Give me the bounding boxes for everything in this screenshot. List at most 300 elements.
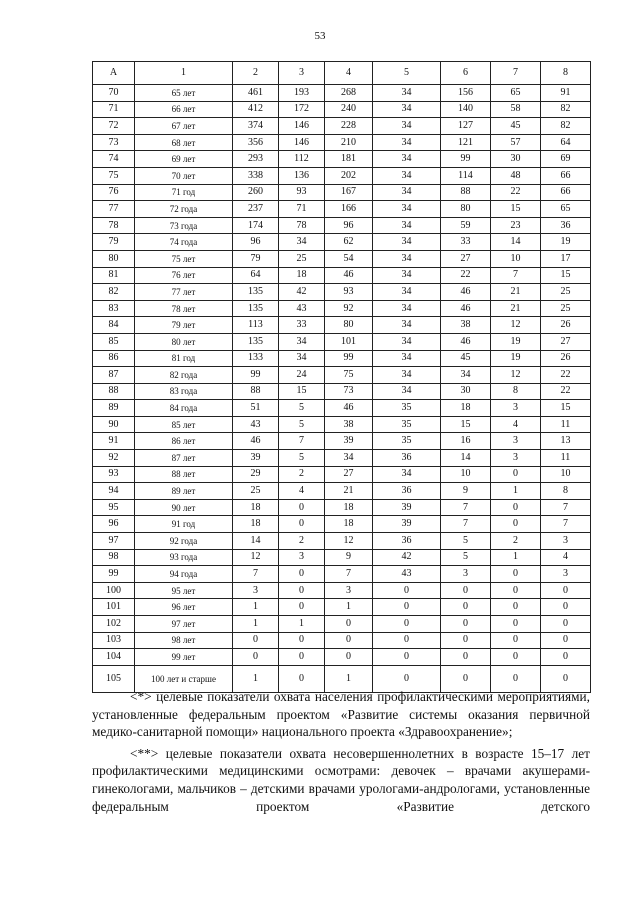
- value-cell: 1: [491, 483, 541, 500]
- value-cell: 0: [491, 599, 541, 616]
- value-cell: 0: [373, 665, 441, 692]
- value-cell: 0: [279, 582, 325, 599]
- value-cell: 202: [325, 167, 373, 184]
- value-cell: 1: [325, 599, 373, 616]
- value-cell: 33: [441, 234, 491, 251]
- value-cell: 0: [541, 616, 591, 633]
- footnote-1: <*> целевые показатели охвата населения профилактическими мероприятиями, установленные федеральным проектом «Развитие системы оказания первичной медико-санитарной помощи» национального проекта «Здравоохранение»;: [92, 689, 590, 740]
- row-number-cell: 82: [93, 284, 135, 301]
- row-number-cell: 72: [93, 118, 135, 135]
- table-row: [93, 616, 591, 633]
- value-cell: 0: [279, 516, 325, 533]
- value-cell: 0: [373, 649, 441, 666]
- value-cell: 4: [541, 549, 591, 566]
- value-cell: 34: [373, 201, 441, 218]
- value-cell: 36: [373, 483, 441, 500]
- value-cell: 7: [491, 267, 541, 284]
- value-cell: 34: [373, 217, 441, 234]
- value-cell: 5: [441, 533, 491, 550]
- row-number-cell: 75: [93, 167, 135, 184]
- value-cell: 0: [441, 599, 491, 616]
- value-cell: 33: [279, 317, 325, 334]
- value-cell: 88: [441, 184, 491, 201]
- value-cell: 64: [541, 134, 591, 151]
- value-cell: 10: [491, 250, 541, 267]
- value-cell: 0: [441, 632, 491, 649]
- value-cell: 0: [491, 665, 541, 692]
- value-cell: 8: [541, 483, 591, 500]
- value-cell: 25: [279, 250, 325, 267]
- value-cell: 210: [325, 134, 373, 151]
- value-cell: 10: [541, 466, 591, 483]
- column-header: 3: [279, 62, 325, 85]
- value-cell: 82: [541, 118, 591, 135]
- age-cell: 80 лет: [135, 333, 233, 350]
- value-cell: 174: [233, 217, 279, 234]
- value-cell: 5: [279, 450, 325, 467]
- value-cell: 64: [233, 267, 279, 284]
- value-cell: 91: [541, 85, 591, 102]
- value-cell: 35: [373, 433, 441, 450]
- value-cell: 34: [373, 267, 441, 284]
- age-cell: 69 лет: [135, 151, 233, 168]
- value-cell: 12: [491, 317, 541, 334]
- value-cell: 26: [541, 350, 591, 367]
- value-cell: 1: [279, 616, 325, 633]
- value-cell: 35: [373, 416, 441, 433]
- value-cell: 14: [491, 234, 541, 251]
- value-cell: 172: [279, 101, 325, 118]
- row-number-cell: 76: [93, 184, 135, 201]
- value-cell: 34: [279, 333, 325, 350]
- value-cell: 88: [233, 383, 279, 400]
- value-cell: 9: [441, 483, 491, 500]
- value-cell: 34: [373, 284, 441, 301]
- column-header: 4: [325, 62, 373, 85]
- value-cell: 69: [541, 151, 591, 168]
- value-cell: 39: [233, 450, 279, 467]
- value-cell: 237: [233, 201, 279, 218]
- table-row: [93, 217, 591, 234]
- value-cell: 113: [233, 317, 279, 334]
- value-cell: 99: [441, 151, 491, 168]
- value-cell: 0: [441, 649, 491, 666]
- table-row: [93, 400, 591, 417]
- table-row: [93, 499, 591, 516]
- age-cell: 88 лет: [135, 466, 233, 483]
- value-cell: 0: [325, 649, 373, 666]
- value-cell: 18: [233, 499, 279, 516]
- column-header: 6: [441, 62, 491, 85]
- age-cell: 93 года: [135, 549, 233, 566]
- value-cell: 27: [325, 466, 373, 483]
- value-cell: 181: [325, 151, 373, 168]
- row-number-cell: 92: [93, 450, 135, 467]
- value-cell: 7: [279, 433, 325, 450]
- value-cell: 7: [325, 566, 373, 583]
- value-cell: 59: [441, 217, 491, 234]
- value-cell: 114: [441, 167, 491, 184]
- value-cell: 121: [441, 134, 491, 151]
- age-cell: 84 года: [135, 400, 233, 417]
- value-cell: 96: [233, 234, 279, 251]
- value-cell: 82: [541, 101, 591, 118]
- age-cell: 83 года: [135, 383, 233, 400]
- value-cell: 43: [279, 300, 325, 317]
- column-header: 7: [491, 62, 541, 85]
- value-cell: 0: [541, 582, 591, 599]
- footnote-2: <**> целевые показатели охвата несовершеннолетних в возрасте 15–17 лет профилактическими медицинскими осмотрами: девочек – врачами акушерами-гинекологами, мальчиков – детскими врачами урологами-андрологами, установленные федеральным проектом «Развитие детского: [92, 745, 590, 814]
- value-cell: 3: [491, 400, 541, 417]
- value-cell: 7: [441, 516, 491, 533]
- value-cell: 3: [491, 450, 541, 467]
- value-cell: 36: [373, 450, 441, 467]
- value-cell: 14: [441, 450, 491, 467]
- row-number-cell: 77: [93, 201, 135, 218]
- value-cell: 66: [541, 167, 591, 184]
- value-cell: 65: [541, 201, 591, 218]
- value-cell: 3: [233, 582, 279, 599]
- value-cell: 4: [491, 416, 541, 433]
- value-cell: 15: [541, 400, 591, 417]
- value-cell: 34: [325, 450, 373, 467]
- table-row: [93, 632, 591, 649]
- value-cell: 156: [441, 85, 491, 102]
- value-cell: 0: [491, 632, 541, 649]
- value-cell: 0: [279, 566, 325, 583]
- value-cell: 43: [233, 416, 279, 433]
- value-cell: 0: [233, 649, 279, 666]
- value-cell: 24: [279, 367, 325, 384]
- table-row: [93, 333, 591, 350]
- value-cell: 0: [441, 665, 491, 692]
- value-cell: 21: [325, 483, 373, 500]
- value-cell: 135: [233, 333, 279, 350]
- table-row: [93, 317, 591, 334]
- value-cell: 62: [325, 234, 373, 251]
- value-cell: 34: [373, 134, 441, 151]
- value-cell: 26: [541, 317, 591, 334]
- value-cell: 78: [279, 217, 325, 234]
- row-number-cell: 78: [93, 217, 135, 234]
- value-cell: 0: [491, 616, 541, 633]
- value-cell: 1: [233, 616, 279, 633]
- table-row: [93, 134, 591, 151]
- value-cell: 45: [491, 118, 541, 135]
- value-cell: 38: [325, 416, 373, 433]
- value-cell: 42: [279, 284, 325, 301]
- value-cell: 80: [325, 317, 373, 334]
- row-number-cell: 89: [93, 400, 135, 417]
- value-cell: 80: [441, 201, 491, 218]
- value-cell: 11: [541, 450, 591, 467]
- value-cell: 21: [491, 284, 541, 301]
- value-cell: 3: [441, 566, 491, 583]
- value-cell: 48: [491, 167, 541, 184]
- value-cell: 1: [233, 665, 279, 692]
- value-cell: 57: [491, 134, 541, 151]
- value-cell: 35: [373, 400, 441, 417]
- table-row: [93, 483, 591, 500]
- value-cell: 46: [441, 284, 491, 301]
- value-cell: 3: [325, 582, 373, 599]
- age-cell: 92 года: [135, 533, 233, 550]
- age-cell: 72 года: [135, 201, 233, 218]
- age-cell: 96 лет: [135, 599, 233, 616]
- value-cell: 22: [491, 184, 541, 201]
- value-cell: 99: [233, 367, 279, 384]
- value-cell: 135: [233, 284, 279, 301]
- value-cell: 112: [279, 151, 325, 168]
- table-header-row: [93, 62, 591, 85]
- row-number-cell: 70: [93, 85, 135, 102]
- age-cell: 65 лет: [135, 85, 233, 102]
- row-number-cell: 84: [93, 317, 135, 334]
- value-cell: 46: [441, 300, 491, 317]
- value-cell: 2: [279, 466, 325, 483]
- table-row: [93, 350, 591, 367]
- value-cell: 0: [491, 516, 541, 533]
- footnotes: [92, 688, 590, 819]
- value-cell: 5: [441, 549, 491, 566]
- value-cell: 12: [325, 533, 373, 550]
- value-cell: 3: [541, 533, 591, 550]
- value-cell: 34: [373, 85, 441, 102]
- value-cell: 43: [373, 566, 441, 583]
- table-row: [93, 250, 591, 267]
- row-number-cell: 86: [93, 350, 135, 367]
- value-cell: 15: [491, 201, 541, 218]
- column-header: 2: [233, 62, 279, 85]
- value-cell: 228: [325, 118, 373, 135]
- age-cell: 76 лет: [135, 267, 233, 284]
- value-cell: 8: [491, 383, 541, 400]
- row-number-cell: 74: [93, 151, 135, 168]
- value-cell: 0: [373, 632, 441, 649]
- age-cell: 75 лет: [135, 250, 233, 267]
- row-number-cell: 91: [93, 433, 135, 450]
- value-cell: 39: [373, 499, 441, 516]
- table-row: [93, 383, 591, 400]
- row-number-cell: 87: [93, 367, 135, 384]
- value-cell: 166: [325, 201, 373, 218]
- age-cell: 100 лет и старше: [135, 665, 233, 692]
- value-cell: 0: [491, 582, 541, 599]
- value-cell: 96: [325, 217, 373, 234]
- value-cell: 29: [233, 466, 279, 483]
- value-cell: 34: [373, 234, 441, 251]
- value-cell: 1: [491, 549, 541, 566]
- row-number-cell: 100: [93, 582, 135, 599]
- row-number-cell: 96: [93, 516, 135, 533]
- row-number-cell: 83: [93, 300, 135, 317]
- value-cell: 0: [541, 599, 591, 616]
- value-cell: 51: [233, 400, 279, 417]
- age-cell: 86 лет: [135, 433, 233, 450]
- table-row: [93, 85, 591, 102]
- value-cell: 36: [373, 533, 441, 550]
- row-number-cell: 88: [93, 383, 135, 400]
- value-cell: 7: [233, 566, 279, 583]
- value-cell: 193: [279, 85, 325, 102]
- value-cell: 136: [279, 167, 325, 184]
- value-cell: 3: [541, 566, 591, 583]
- data-table: [92, 61, 591, 693]
- table-row: [93, 118, 591, 135]
- value-cell: 79: [233, 250, 279, 267]
- column-header: 8: [541, 62, 591, 85]
- value-cell: 0: [373, 599, 441, 616]
- value-cell: 461: [233, 85, 279, 102]
- row-number-cell: 85: [93, 333, 135, 350]
- value-cell: 0: [279, 499, 325, 516]
- value-cell: 0: [325, 632, 373, 649]
- value-cell: 34: [373, 383, 441, 400]
- value-cell: 92: [325, 300, 373, 317]
- table-row: [93, 549, 591, 566]
- value-cell: 14: [233, 533, 279, 550]
- age-cell: 70 лет: [135, 167, 233, 184]
- value-cell: 25: [233, 483, 279, 500]
- value-cell: 75: [325, 367, 373, 384]
- value-cell: 135: [233, 300, 279, 317]
- value-cell: 34: [373, 184, 441, 201]
- value-cell: 0: [279, 649, 325, 666]
- row-number-cell: 93: [93, 466, 135, 483]
- value-cell: 46: [325, 267, 373, 284]
- value-cell: 2: [279, 533, 325, 550]
- value-cell: 1: [325, 665, 373, 692]
- value-cell: 34: [279, 350, 325, 367]
- value-cell: 39: [373, 516, 441, 533]
- value-cell: 11: [541, 416, 591, 433]
- table-row: [93, 533, 591, 550]
- row-number-cell: 102: [93, 616, 135, 633]
- age-cell: 98 лет: [135, 632, 233, 649]
- value-cell: 133: [233, 350, 279, 367]
- value-cell: 356: [233, 134, 279, 151]
- value-cell: 34: [373, 300, 441, 317]
- value-cell: 0: [279, 632, 325, 649]
- value-cell: 5: [279, 416, 325, 433]
- age-cell: 90 лет: [135, 499, 233, 516]
- age-cell: 99 лет: [135, 649, 233, 666]
- age-cell: 66 лет: [135, 101, 233, 118]
- age-cell: 97 лет: [135, 616, 233, 633]
- table-row: [93, 649, 591, 666]
- value-cell: 73: [325, 383, 373, 400]
- value-cell: 21: [491, 300, 541, 317]
- value-cell: 18: [325, 516, 373, 533]
- value-cell: 46: [441, 333, 491, 350]
- value-cell: 93: [279, 184, 325, 201]
- value-cell: 34: [441, 367, 491, 384]
- value-cell: 240: [325, 101, 373, 118]
- age-cell: 71 год: [135, 184, 233, 201]
- value-cell: 34: [373, 167, 441, 184]
- value-cell: 0: [491, 466, 541, 483]
- value-cell: 34: [279, 234, 325, 251]
- table-row: [93, 184, 591, 201]
- value-cell: 293: [233, 151, 279, 168]
- table-row: [93, 101, 591, 118]
- table-row: [93, 300, 591, 317]
- age-cell: 89 лет: [135, 483, 233, 500]
- column-header: 5: [373, 62, 441, 85]
- value-cell: 45: [441, 350, 491, 367]
- row-number-cell: 99: [93, 566, 135, 583]
- value-cell: 36: [541, 217, 591, 234]
- value-cell: 66: [541, 184, 591, 201]
- value-cell: 0: [541, 665, 591, 692]
- age-cell: 94 года: [135, 566, 233, 583]
- value-cell: 39: [325, 433, 373, 450]
- value-cell: 19: [491, 333, 541, 350]
- row-number-cell: 79: [93, 234, 135, 251]
- row-number-cell: 81: [93, 267, 135, 284]
- table-row: [93, 416, 591, 433]
- table-row: [93, 201, 591, 218]
- value-cell: 3: [491, 433, 541, 450]
- value-cell: 0: [441, 582, 491, 599]
- value-cell: 46: [233, 433, 279, 450]
- value-cell: 0: [491, 499, 541, 516]
- value-cell: 23: [491, 217, 541, 234]
- age-cell: 74 года: [135, 234, 233, 251]
- value-cell: 101: [325, 333, 373, 350]
- value-cell: 412: [233, 101, 279, 118]
- value-cell: 34: [373, 350, 441, 367]
- table-row: [93, 566, 591, 583]
- value-cell: 0: [541, 649, 591, 666]
- value-cell: 146: [279, 118, 325, 135]
- value-cell: 4: [279, 483, 325, 500]
- table-row: [93, 516, 591, 533]
- table-row: [93, 151, 591, 168]
- table-row: [93, 167, 591, 184]
- value-cell: 19: [541, 234, 591, 251]
- value-cell: 25: [541, 284, 591, 301]
- value-cell: 42: [373, 549, 441, 566]
- age-cell: 87 лет: [135, 450, 233, 467]
- table-row: [93, 433, 591, 450]
- table-row: [93, 582, 591, 599]
- value-cell: 34: [373, 317, 441, 334]
- value-cell: 0: [441, 616, 491, 633]
- age-cell: 81 год: [135, 350, 233, 367]
- value-cell: 0: [373, 582, 441, 599]
- value-cell: 18: [441, 400, 491, 417]
- value-cell: 34: [373, 466, 441, 483]
- table-row: [93, 284, 591, 301]
- value-cell: 16: [441, 433, 491, 450]
- page-number: 53: [314, 30, 326, 42]
- value-cell: 46: [325, 400, 373, 417]
- value-cell: 22: [541, 367, 591, 384]
- value-cell: 140: [441, 101, 491, 118]
- value-cell: 9: [325, 549, 373, 566]
- value-cell: 15: [541, 267, 591, 284]
- value-cell: 0: [279, 599, 325, 616]
- row-number-cell: 73: [93, 134, 135, 151]
- value-cell: 0: [491, 649, 541, 666]
- value-cell: 27: [441, 250, 491, 267]
- value-cell: 127: [441, 118, 491, 135]
- value-cell: 12: [233, 549, 279, 566]
- row-number-cell: 103: [93, 632, 135, 649]
- value-cell: 30: [441, 383, 491, 400]
- value-cell: 18: [233, 516, 279, 533]
